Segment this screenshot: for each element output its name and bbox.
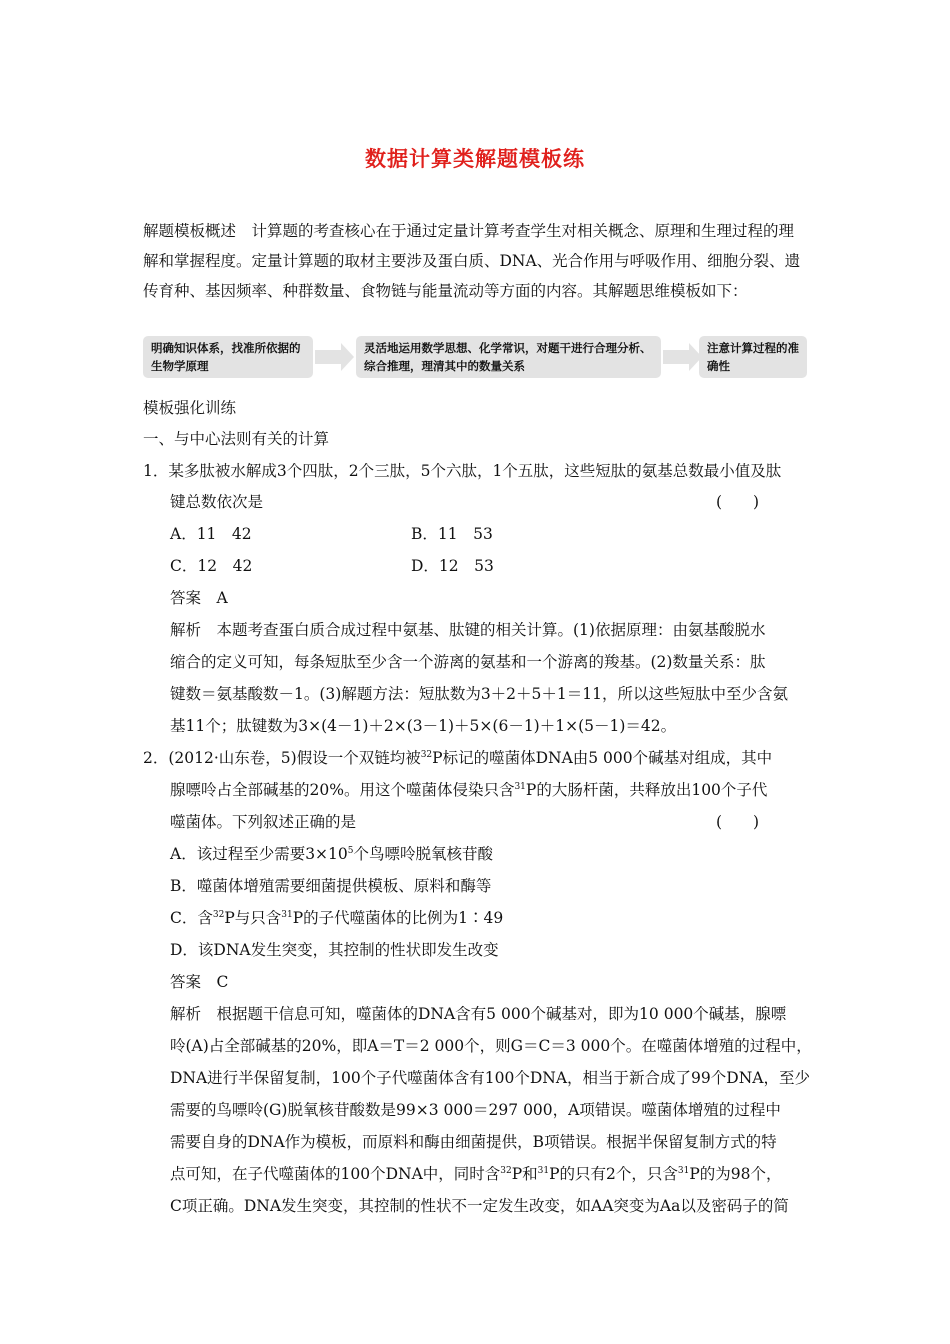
q1-analysis-line: 键数＝氨基酸数－1。(3)解题方法：短肽数为3＋2＋5＋1＝11，所以这些短肽中至少含氨 [170,685,788,703]
subsection-heading: 一、与中心法则有关的计算 [143,430,330,448]
q2-option-d: D．该DNA发生突变，其控制的性状即发生改变 [170,941,499,959]
q1-stem-line-2: 键总数依次是 [170,493,264,511]
q2-answer-bracket: ( ) [716,813,760,831]
q1-option-a: A．11 42 [170,525,252,543]
q2-analysis-line: DNA进行半保留复制，100个子代噬菌体含有100个DNA，相当于新合成了99个DNA，至少 [170,1069,810,1087]
flow-arrow-icon [663,342,703,372]
q2-option-a: A．该过程至少需要$3\times 10^5$个鸟嘌呤脱氧核苷酸 [170,845,494,863]
q1-option-d: D．12 53 [411,557,494,575]
flow-step-3: 注意计算过程的准确性 [699,336,807,378]
flow-step-1: 明确知识体系，找准所依据的生物学原理 [143,336,313,378]
q2-analysis-line: C项正确。DNA发生突变，其控制的性状不一定发生改变，如AA突变为Aa以及密码子的简 [170,1197,789,1215]
q1-analysis-line: 解析 本题考查蛋白质合成过程中氨基、肽键的相关计算。(1)依据原理：由氨基酸脱水 [170,621,766,639]
q2-analysis-line: 点可知，在子代噬菌体的100个DNA中，同时含$^{32}$P和$^{31}$P的只有2个，只含$^{31}$P的为98个， [170,1165,782,1183]
q2-stem-line-2: 腺嘌呤占全部碱基的20%。用这个噬菌体侵染只含$^{31}$P的大肠杆菌，共释放出100个子代 [170,781,768,799]
q2-stem-line-1: 2．(2012·山东卷，5)假设一个双链均被$^{32}$P标记的噬菌体DNA由5 000个碱基对组成，其中 [143,749,773,767]
q1-answer-bracket: ( ) [716,493,760,511]
page-title: 数据计算类解题模板练 [365,147,585,171]
q1-answer: 答案 A [170,589,228,607]
q1-option-c: C．12 42 [170,557,253,575]
q2-analysis-line: 需要的鸟嘌呤(G)脱氧核苷酸数是99×3 000＝297 000，A项错误。噬菌体增殖的过程中 [170,1101,781,1119]
q1-analysis-line: 缩合的定义可知，每条短肽至少含一个游离的氨基和一个游离的羧基。(2)数量关系：肽 [170,653,766,671]
section-heading: 模板强化训练 [143,399,237,417]
q1-analysis-line: 基11个；肽键数为3×(4－1)＋2×(3－1)＋5×(6－1)＋1×(5－1)＝42。 [170,717,677,735]
q2-analysis-line: 需要自身的DNA作为模板，而原料和酶由细菌提供，B项错误。根据半保留复制方式的特 [170,1133,777,1151]
q2-analysis-line: 解析 根据题干信息可知，噬菌体的DNA含有5 000个碱基对，即为10 000个碱基，腺嘌 [170,1005,787,1023]
flow-step-2: 灵活地运用数学思想、化学常识，对题干进行合理分析、综合推理，理清其中的数量关系 [356,336,661,378]
q2-option-c: C．含$^{32}$P与只含$^{31}$P的子代噬菌体的比例为1∶49 [170,909,504,927]
thinking-flow-diagram [143,336,807,378]
q2-option-b: B．噬菌体增殖需要细菌提供模板、原料和酶等 [170,877,492,895]
q2-stem-line-3: 噬菌体。下列叙述正确的是 [170,813,357,831]
flow-arrow-icon [315,342,355,372]
q2-analysis-line: 呤(A)占全部碱基的20%，即A＝T＝2 000个，则G＝C＝3 000个。在噬菌体增殖的过程中， [170,1037,812,1055]
q1-option-b: B．11 53 [411,525,493,543]
q1-stem-line-1: 1．某多肽被水解成3个四肽，2个三肽，5个六肽，1个五肽，这些短肽的氨基总数最小值及肽 [143,462,782,480]
intro-paragraph: 解题模板概述 计算题的考查核心在于通过定量计算考查学生对相关概念、原理和生理过程的理解和掌握程度。定量计算题的取材主要涉及蛋白质、DNA、光合作用与呼吸作用、细胞分裂、遗传育种、基因频率、种群数量、食物链与能量流动等方面的内容。其解题思维模板如下： [143,222,801,300]
q2-answer: 答案 C [170,973,229,991]
